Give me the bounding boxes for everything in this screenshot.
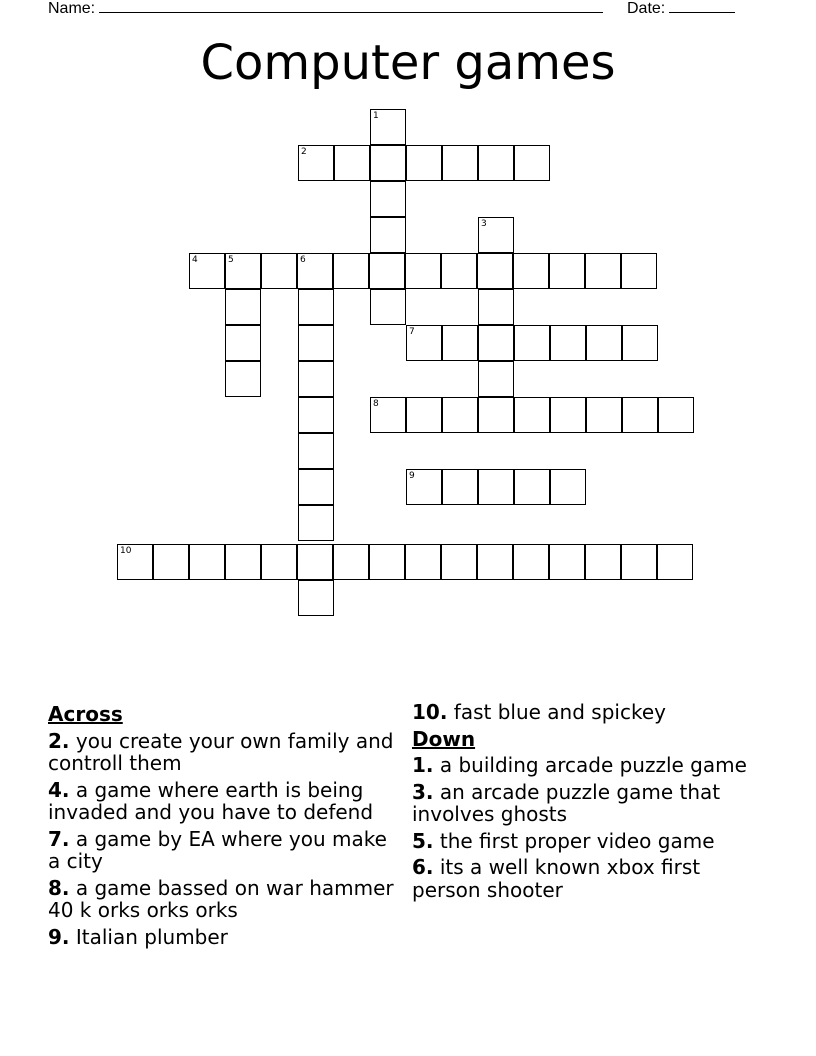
- date-label: Date:: [627, 0, 666, 17]
- across-clue-list: [48, 730, 398, 949]
- grid-cell[interactable]: [478, 397, 514, 433]
- grid-cell[interactable]: [550, 325, 586, 361]
- grid-cell[interactable]: [405, 253, 441, 289]
- grid-cell[interactable]: [370, 217, 406, 253]
- grid-cell[interactable]: [297, 544, 333, 580]
- name-label: Name:: [48, 0, 96, 17]
- clue-item-text: a game where earth is being invaded and you have to defend: [48, 777, 374, 824]
- grid-cell[interactable]: [442, 469, 478, 505]
- clue-item-number: 5.: [412, 828, 434, 853]
- clue-number: 5: [228, 255, 234, 265]
- grid-cell[interactable]: [514, 325, 550, 361]
- grid-cell[interactable]: [225, 325, 261, 361]
- clue-number: 1: [373, 111, 379, 121]
- down-heading: Down: [412, 726, 476, 751]
- grid-cell[interactable]: [442, 397, 478, 433]
- grid-cell[interactable]: [370, 181, 406, 217]
- grid-cell[interactable]: [334, 145, 370, 181]
- clue-item: [412, 830, 762, 853]
- grid-cell[interactable]: [370, 289, 406, 325]
- grid-cell[interactable]: [369, 544, 405, 580]
- grid-cell[interactable]: [621, 544, 657, 580]
- clue-item-number: 7.: [48, 826, 70, 851]
- clue-item-text: a game bassed on war hammer 40 k orks orks orks: [48, 875, 394, 922]
- clue-item-text: Italian plumber: [69, 924, 228, 949]
- clue-number: 8: [373, 399, 379, 409]
- clue-number: 3: [481, 219, 487, 229]
- clue-item: [412, 701, 762, 724]
- clue-item-number: 2.: [48, 728, 70, 753]
- grid-cell[interactable]: [333, 253, 369, 289]
- grid-cell[interactable]: [298, 505, 334, 541]
- grid-cell[interactable]: [549, 253, 585, 289]
- clue-item: [48, 730, 398, 775]
- grid-cell[interactable]: [261, 253, 297, 289]
- clue-item: [48, 828, 398, 873]
- grid-cell[interactable]: [622, 397, 658, 433]
- clue-item-number: 4.: [48, 777, 70, 802]
- grid-cell[interactable]: [621, 253, 657, 289]
- clue-number: 2: [301, 147, 307, 157]
- grid-cell[interactable]: [586, 325, 622, 361]
- clue-item-number: 1.: [412, 753, 434, 777]
- clue-item: [412, 754, 762, 777]
- grid-cell[interactable]: [153, 544, 189, 580]
- clue-item-number: 6.: [412, 855, 434, 879]
- grid-cell[interactable]: [586, 397, 622, 433]
- grid-cell[interactable]: [514, 397, 550, 433]
- grid-cell[interactable]: [550, 397, 586, 433]
- grid-cell[interactable]: [298, 289, 334, 325]
- grid-cell[interactable]: [478, 469, 514, 505]
- grid-cell[interactable]: [585, 544, 621, 580]
- grid-cell[interactable]: [478, 289, 514, 325]
- clue-item-number: 3.: [412, 779, 434, 804]
- grid-cell[interactable]: [513, 253, 549, 289]
- down-clue-list: [412, 754, 762, 901]
- clue-item-text: a game by EA where you make a city: [48, 826, 387, 873]
- grid-cell[interactable]: [298, 325, 334, 361]
- clue-item: [48, 926, 398, 949]
- grid-cell[interactable]: [478, 361, 514, 397]
- clues-column-right: [412, 701, 762, 905]
- grid-cell[interactable]: [477, 253, 513, 289]
- grid-cell[interactable]: [369, 253, 405, 289]
- grid-cell[interactable]: [478, 325, 514, 361]
- grid-cell[interactable]: [298, 433, 334, 469]
- clue-item-text: a building arcade puzzle game: [433, 753, 747, 777]
- grid-cell[interactable]: [189, 544, 225, 580]
- clue-number: 10: [120, 546, 132, 556]
- across-clue-list-continued: [412, 701, 762, 724]
- clue-item-number: 10.: [412, 700, 448, 724]
- clue-item: [48, 779, 398, 824]
- grid-cell[interactable]: [622, 325, 658, 361]
- page-title: Computer games: [200, 35, 616, 91]
- grid-cell[interactable]: [406, 397, 442, 433]
- grid-cell[interactable]: [406, 145, 442, 181]
- grid-cell[interactable]: [585, 253, 621, 289]
- grid-cell[interactable]: [225, 289, 261, 325]
- clue-item: [412, 781, 762, 826]
- grid-cell[interactable]: [514, 469, 550, 505]
- grid-cell[interactable]: [261, 544, 297, 580]
- across-heading: Across: [48, 702, 123, 726]
- grid-cell[interactable]: [550, 469, 586, 505]
- clue-item-number: 8.: [48, 875, 70, 900]
- grid-cell[interactable]: [657, 544, 693, 580]
- clue-number: 9: [409, 471, 415, 481]
- clue-item-number: 9.: [48, 924, 70, 949]
- grid-cell[interactable]: [442, 145, 478, 181]
- grid-cell[interactable]: [370, 145, 406, 181]
- grid-cell[interactable]: [513, 544, 549, 580]
- clue-number: 6: [300, 255, 306, 265]
- grid-cell[interactable]: [477, 544, 513, 580]
- clue-item: [48, 877, 398, 922]
- grid-cell[interactable]: [549, 544, 585, 580]
- clue-item: [412, 856, 762, 901]
- clue-item-text: its a well known xbox first person shooter: [412, 855, 701, 902]
- grid-cell[interactable]: [333, 544, 369, 580]
- grid-cell[interactable]: [478, 145, 514, 181]
- clues-column-left: [48, 701, 398, 952]
- clue-item-text: an arcade puzzle game that involves ghosts: [412, 779, 721, 826]
- clue-item-text: you create your own family and controll them: [48, 728, 394, 775]
- grid-cell[interactable]: [441, 544, 477, 580]
- grid-cell[interactable]: [298, 580, 334, 616]
- grid-cell[interactable]: [225, 544, 261, 580]
- grid-cell[interactable]: [405, 544, 441, 580]
- clue-number: 4: [192, 255, 198, 265]
- grid-cell[interactable]: [225, 361, 261, 397]
- grid-cell[interactable]: [514, 145, 550, 181]
- grid-cell[interactable]: [441, 253, 477, 289]
- clue-item-text: fast blue and spickey: [447, 700, 666, 724]
- clue-number: 7: [409, 327, 415, 337]
- grid-cell[interactable]: [298, 469, 334, 505]
- grid-cell[interactable]: [658, 397, 694, 433]
- clue-item-text: the first proper video game: [433, 828, 715, 853]
- grid-cell[interactable]: [298, 361, 334, 397]
- grid-cell[interactable]: [442, 325, 478, 361]
- grid-cell[interactable]: [298, 397, 334, 433]
